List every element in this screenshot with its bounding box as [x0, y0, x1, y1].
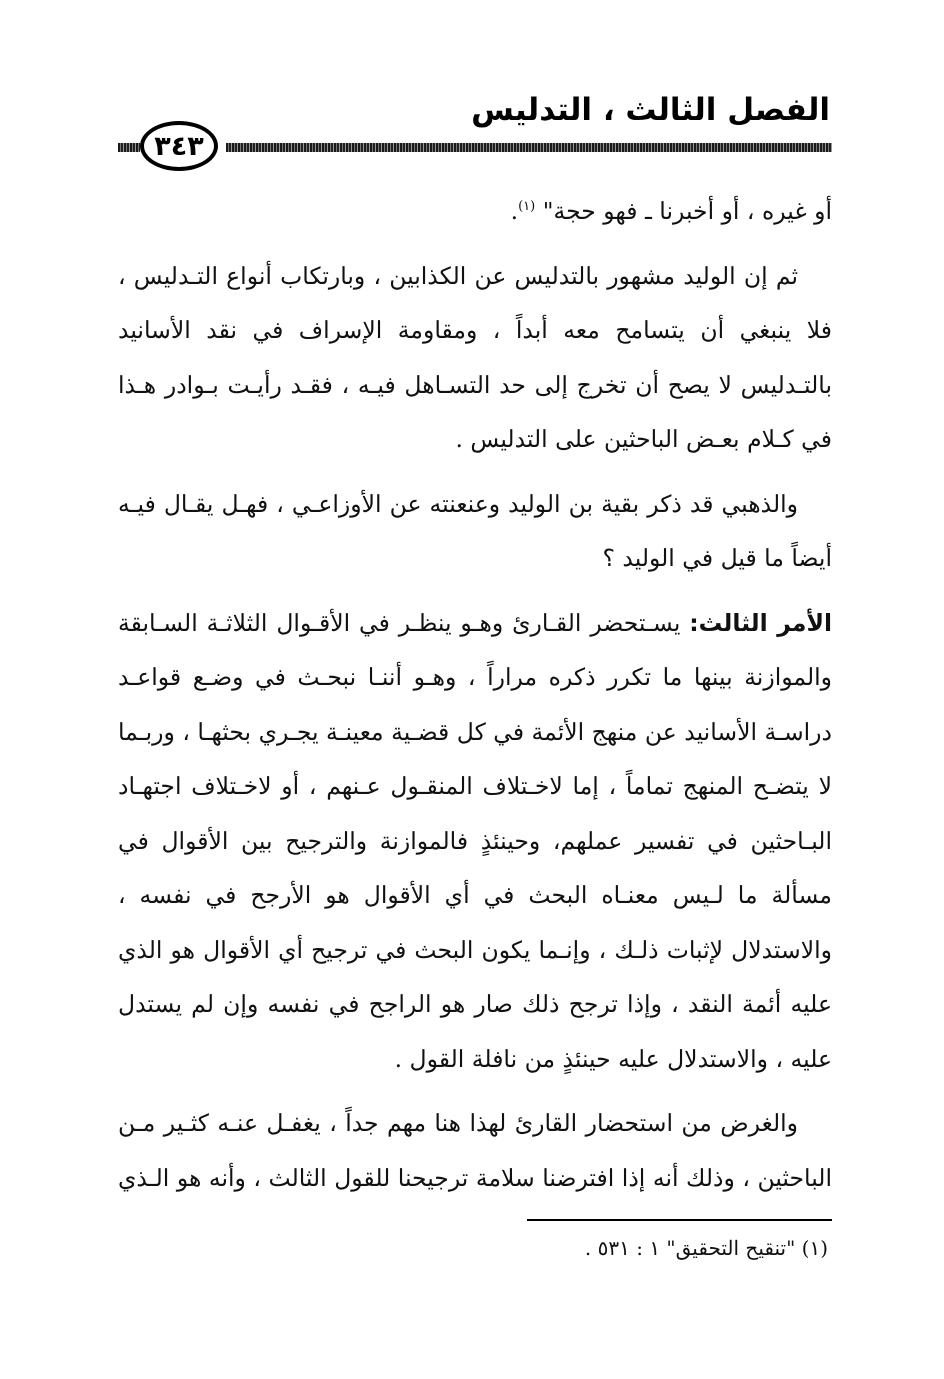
body-text: [118, 184, 832, 1215]
section-lead: الأمر الثالث:: [689, 608, 832, 637]
header-rule-left: [118, 143, 140, 152]
footnote-reference: (١): [518, 199, 536, 215]
paragraph-2: ثم إن الوليد مشهور بالتدليس عن الكذابين ، وبارتكاب أنواع التـدليس ، فلا ينبغي أن يتسامح معه أبداً ، ومقاومة الإسراف في نقد الأسانيد بالتـدليس لا يصح أن تخرج إلى حد التسـاهل فيـه ، فقـد رأيـت بـوادر هـذا في كـلام بعـض الباحثين على التدليس .: [118, 261, 832, 453]
paragraph-4: [118, 596, 832, 1087]
paragraph-1: [118, 184, 832, 239]
header-rule-right: [226, 143, 832, 152]
paragraph-3: والذهبي قد ذكر بقية بن الوليد وعنعنته عن الأوزاعـي ، فهـل يقـال فيـه أيضاً ما قيل في الوليد ؟: [118, 489, 832, 572]
footnote-divider: [527, 1219, 832, 1221]
paragraph-5: والغرض من استحضار القارئ لهذا هنا مهم جداً ، يغفـل عنـه كثـير مـن الباحثين ، وذلك أنه إذا افترضنا سلامة ترجيحنا للقول الثالث ، وأنه هو الـذي: [118, 1109, 832, 1192]
paragraph-4-text: يسـتحضر القـارئ وهـو ينظـر في الأقـوال الثلاثـة السـابقة والموازنة بينها ما تكرر ذكره مراراً ، وهـو أننـا نبحـث في وضـع قواعـد دراسـة الأسانيد عن منهج الأئمة في كل قضـية معينـة يجـري بحثهـا ، وربـما لا يتضـح المنهج تماماً ، إما لاخـتلاف المنقـول عـنهم ، أو لاخـتلاف اجتهـاد البـاحثين في تفسير عملهم، وحينئذٍ فالموازنة والترجيح بين الأقوال في مسألة ما لـيس معنـاه البحث في أي الأقوال هو الأرجح في نفسه ، والاستدلال لإثبات ذلـك ، وإنـما يكون البحث في ترجيح أي الأقوال هو الذي عليه أئمة النقد ، وإذا ترجح ذلك صار هو الراجح في نفسه وإن لم يستدل عليه ، والاستدلال عليه حينئذٍ من نافلة القول .: [118, 608, 832, 1073]
page-number: ٣٤٣: [140, 121, 218, 171]
paragraph-1-end: .: [510, 197, 519, 225]
footnote-1: (١) "تنقيح التحقيق" ١ : ٥٣١ .: [584, 1236, 828, 1260]
chapter-title: الفصل الثالث ، التدليس: [471, 92, 830, 128]
paragraph-1-text: أو غيره ، أو أخبرنا ـ فهو حجة": [542, 197, 832, 225]
